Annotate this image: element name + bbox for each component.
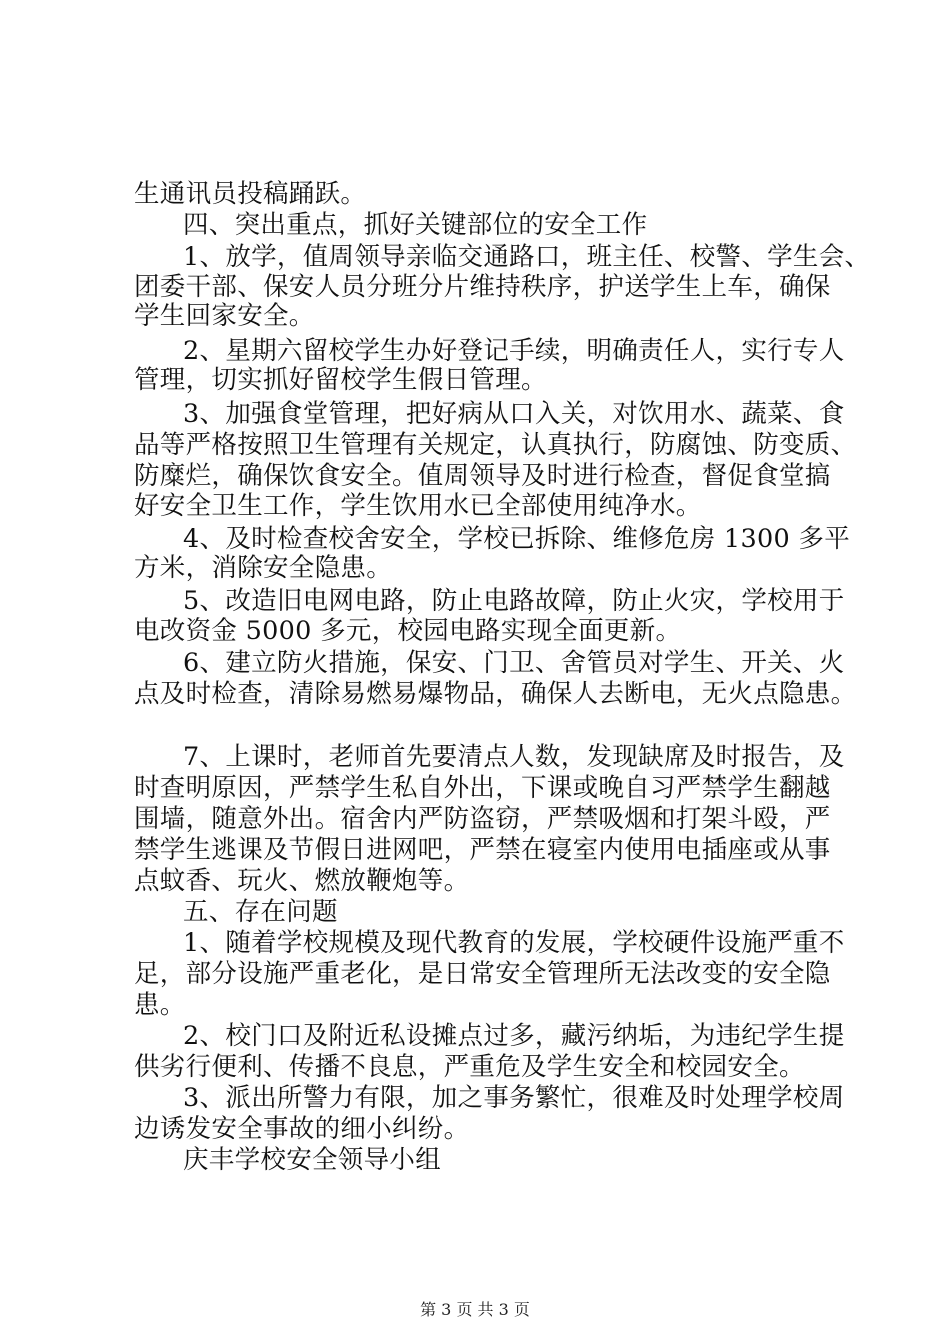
text-line: 供劣行便利、传播不良息，严重危及学生安全和校园安全。	[134, 1052, 805, 1082]
text-line: 点蚊香、玩火、燃放鞭炮等。	[134, 866, 470, 896]
text-line: 电改资金 5000 多元，校园电路实现全面更新。	[134, 616, 682, 646]
text-line: 2、校门口及附近私设摊点过多，藏污纳垢，为违纪学生提	[183, 1021, 845, 1051]
text-line: 6、建立防火措施，保安、门卫、舍管员对学生、开关、火	[183, 648, 845, 678]
text-line: 品等严格按照卫生管理有关规定，认真执行，防腐蚀、防变质、	[134, 430, 857, 460]
text-line: 7、上课时，老师首先要清点人数，发现缺席及时报告，及	[183, 742, 845, 772]
text-line: 生通讯员投稿踊跃。	[134, 179, 367, 209]
text-line: 围墙，随意外出。宿舍内严防盗窃，严禁吸烟和打架斗殴，严	[134, 804, 831, 834]
text-line: 1、随着学校规模及现代教育的发展，学校硬件设施严重不	[183, 928, 845, 958]
text-line: 时查明原因，严禁学生私自外出，下课或晚自习严禁学生翻越	[134, 773, 831, 803]
text-line: 团委干部、保安人员分班分片维持秩序，护送学生上车，确保	[134, 272, 831, 302]
signature-line: 庆丰学校安全领导小组	[183, 1145, 442, 1175]
text-line: 足，部分设施严重老化，是日常安全管理所无法改变的安全隐	[134, 959, 831, 989]
section-heading: 五、存在问题	[183, 897, 338, 927]
text-line: 3、派出所警力有限，加之事务繁忙，很难及时处理学校周	[183, 1083, 845, 1113]
text-line: 1、放学，值周领导亲临交通路口，班主任、校警、学生会、	[183, 242, 871, 272]
text-line: 2、星期六留校学生办好登记手续，明确责任人，实行专人	[183, 336, 845, 366]
text-line: 好安全卫生工作，学生饮用水已全部使用纯净水。	[134, 491, 702, 521]
text-line: 患。	[134, 990, 186, 1020]
text-line: 防糜烂，确保饮食安全。值周领导及时进行检查，督促食堂搞	[134, 461, 831, 491]
text-line: 3、加强食堂管理，把好病从口入关，对饮用水、蔬菜、食	[183, 399, 845, 429]
text-line: 禁学生逃课及节假日进网吧，严禁在寝室内使用电插座或从事	[134, 835, 831, 865]
text-line: 边诱发安全事故的细小纠纷。	[134, 1114, 470, 1144]
page-number: 第 3 页 共 3 页	[420, 1300, 530, 1319]
text-line: 4、及时检查校舍安全，学校已拆除、维修危房 1300 多平	[183, 524, 851, 554]
text-line: 学生回家安全。	[134, 301, 315, 331]
text-line: 点及时检查，清除易燃易爆物品，确保人去断电，无火点隐患。	[134, 679, 857, 709]
text-line: 管理，切实抓好留校学生假日管理。	[134, 365, 547, 395]
text-line: 5、改造旧电网电路，防止电路故障，防止火灾，学校用于	[183, 586, 845, 616]
section-heading: 四、突出重点，抓好关键部位的安全工作	[183, 210, 648, 240]
text-line: 方米，消除安全隐患。	[134, 553, 393, 583]
